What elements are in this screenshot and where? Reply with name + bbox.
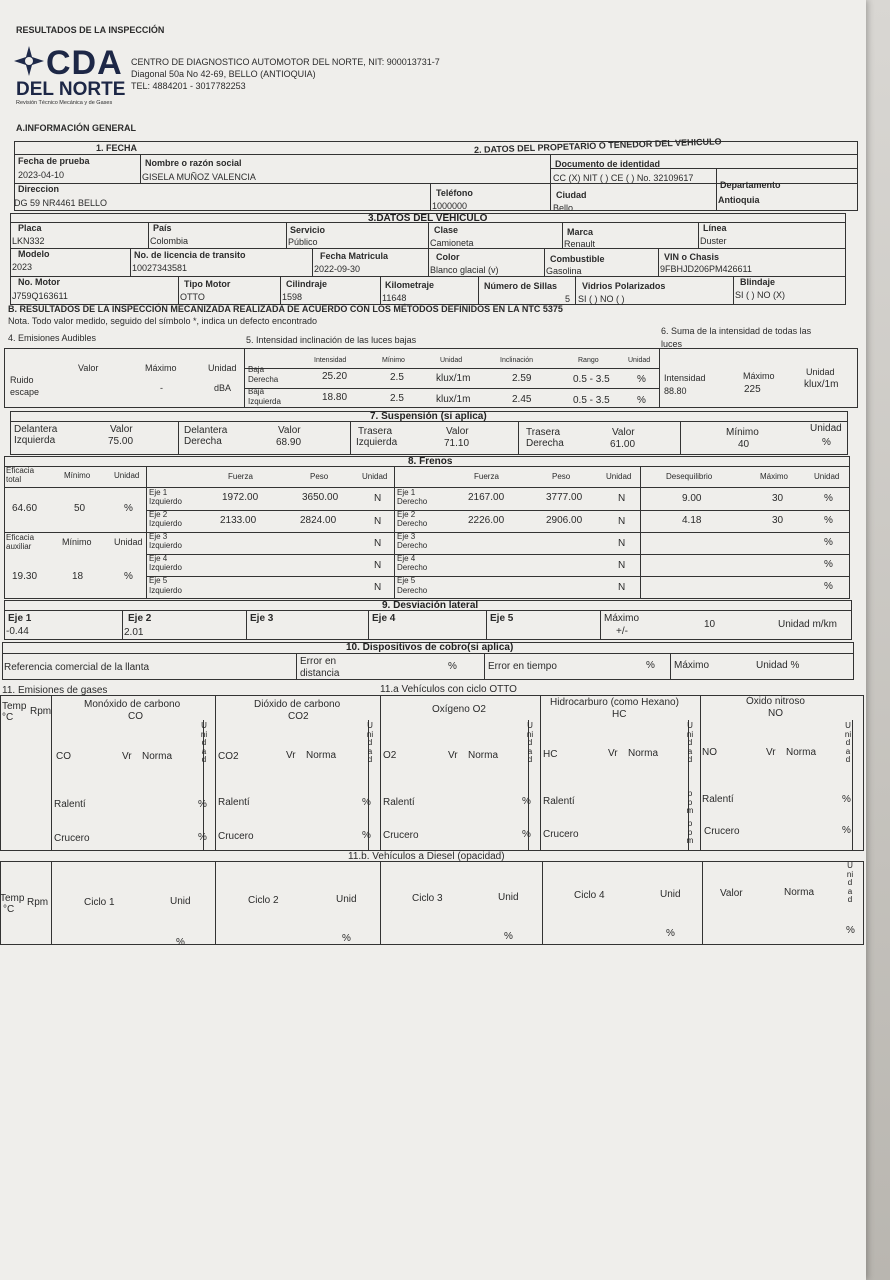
- luces-r1-int: 25.20: [322, 371, 348, 382]
- eje2-der-label: Eje 2: [397, 510, 416, 519]
- cobro-maximo: Máximo: [674, 660, 710, 671]
- frenos-fuerza-h-izq: Fuerza: [228, 472, 253, 481]
- desv-eje1-label: Eje 1: [8, 613, 32, 624]
- desv-eje4-label: Eje 4: [372, 613, 396, 624]
- audible-unidad: dBA: [214, 383, 232, 393]
- hc-vr: Vr: [608, 748, 618, 759]
- licencia-label: No. de licencia de transito: [134, 250, 246, 260]
- suma-unidad-h: Unidad: [806, 367, 835, 377]
- diesel-temp: Temp: [0, 893, 25, 904]
- servicio-label: Servicio: [290, 225, 326, 235]
- co-ralenti: Ralentí: [54, 799, 86, 810]
- diesel-degc: °C: [3, 904, 15, 915]
- otto-degc: °C: [2, 712, 14, 723]
- frenos-unidad-h-izq: Unidad: [362, 472, 388, 481]
- eje4-der-label: Eje 4: [397, 554, 416, 563]
- documento-value: CC (X) NIT ( ) CE ( ) No. 32109617: [553, 173, 694, 183]
- vin-value: 9FBHJD206PM426611: [660, 264, 752, 274]
- telefono-value: 1000000: [432, 201, 468, 211]
- audible-row-label-2: escape: [10, 387, 40, 397]
- cobro-ref: Referencia comercial de la llanta: [4, 662, 150, 673]
- eje5-der-label: Eje 5: [397, 576, 416, 585]
- e3-izq-unidad: N: [374, 538, 382, 549]
- e4-pct: %: [824, 559, 833, 570]
- ciudad-value: Bello: [553, 203, 574, 213]
- e2-der-peso: 2906.00: [546, 515, 583, 526]
- co2-norma: Norma: [306, 750, 337, 761]
- telefono-label: Teléfono: [436, 188, 473, 198]
- no-ralenti: Ralentí: [702, 794, 734, 805]
- combustible-label: Combustible: [550, 254, 605, 264]
- vidrios-label: Vidrios Polarizados: [582, 281, 666, 291]
- cobro-dist-pct: %: [448, 661, 457, 672]
- luces-h-minimo: Mínimo: [382, 357, 405, 364]
- o2-ralenti: Ralentí: [383, 797, 415, 808]
- e2-max: 30: [772, 515, 784, 526]
- motor-value: J759Q163611: [12, 291, 68, 301]
- eje2-izq-label: Eje 2: [149, 510, 168, 519]
- ciudad-label: Ciudad: [556, 190, 587, 200]
- suma-intensidad-h: Intensidad: [664, 373, 706, 383]
- linea-value: Duster: [700, 236, 727, 246]
- diesel-ciclo1-pct: %: [176, 937, 185, 948]
- desviacion-title: 9. Desviación lateral: [382, 600, 479, 611]
- owner-title: 2. DATOS DEL PROPETARIO O TENEDOR DEL VEHICULO: [473, 136, 722, 155]
- susp-dd-valor: 68.90: [276, 437, 302, 448]
- audible-row-label-1: Ruido: [10, 375, 34, 385]
- e1-der-peso: 3777.00: [546, 492, 583, 503]
- diesel-ciclo1-unid: Unid: [170, 896, 191, 907]
- eje2-der-side: Derecho: [397, 519, 428, 528]
- frenos-unidad-h-right: Unidad: [814, 472, 840, 481]
- linea-label: Línea: [703, 223, 727, 233]
- otto-temp: Temp: [2, 701, 27, 712]
- blindaje-value: SI ( ) NO (X): [735, 290, 785, 300]
- matricula-value: 2022-09-30: [314, 264, 361, 274]
- eje1-izq-side: Izquierdo: [149, 497, 182, 506]
- ef-total-minimo-h: Mínimo: [64, 471, 91, 480]
- co-vr: Vr: [122, 751, 132, 762]
- hc-crucero: Crucero: [543, 829, 579, 840]
- eje4-izq-side: Izquierdo: [149, 563, 182, 572]
- luces-r1-unid: klux/1m: [436, 373, 471, 384]
- diesel-title: 11.b. Vehículos a Diesel (opacidad): [348, 851, 505, 862]
- modelo-value: 2023: [12, 262, 33, 272]
- gases-title: 11. Emisiones de gases: [2, 685, 108, 696]
- no-vr: Vr: [766, 747, 776, 758]
- departamento-label: Departamento: [720, 180, 781, 190]
- suma-intensidad: 88.80: [664, 386, 687, 396]
- e2-izq-fuerza: 2133.00: [220, 515, 257, 526]
- sillas-value: 5: [565, 294, 571, 304]
- diesel-ciclo2: Ciclo 2: [248, 895, 279, 906]
- desv-unidad: Unidad m/km: [778, 619, 837, 630]
- diesel-ciclo2-unid: Unid: [336, 894, 357, 905]
- audible-maximo-h: Máximo: [145, 363, 177, 373]
- vehicle-title: 3.DATOS DEL VEHICULO: [368, 213, 488, 224]
- suma-luces-title-2: luces: [661, 339, 683, 349]
- susp-td-valor-h: Valor: [612, 427, 635, 438]
- o2-vr: Vr: [448, 750, 458, 761]
- e2-izq-peso: 2824.00: [300, 515, 337, 526]
- co2-vr: Vr: [286, 750, 296, 761]
- doc-title: RESULTADOS DE LA INSPECCIÓN: [16, 25, 165, 35]
- luces-r1-min: 2.5: [390, 372, 404, 383]
- marca-value: Renault: [564, 239, 596, 249]
- kilometraje-label: Kilometraje: [385, 280, 435, 290]
- no-header-1: Óxido nitroso: [746, 696, 805, 707]
- no-crucero: Crucero: [704, 826, 740, 837]
- emisiones-audibles-title: 4. Emisiones Audibles: [8, 333, 97, 343]
- cilindraje-label: Cilindraje: [286, 279, 328, 289]
- susp-td-label-2: Derecha: [526, 438, 564, 449]
- eje5-der-side: Derecho: [397, 586, 428, 595]
- co-crucero-pct: %: [198, 832, 207, 843]
- co2-crucero: Crucero: [218, 831, 254, 842]
- luces-r1-unid2: %: [637, 374, 646, 385]
- direccion-label: Direccion: [18, 184, 60, 194]
- ef-total-value: 64.60: [12, 503, 38, 514]
- no-unidad-vertical: Unidad: [844, 721, 852, 764]
- suma-maximo-h: Máximo: [743, 371, 775, 381]
- susp-ti-valor-h: Valor: [446, 426, 469, 437]
- co-header-1: Monóxido de carbono: [84, 699, 181, 710]
- eje5-izq-label: Eje 5: [149, 576, 168, 585]
- pais-label: País: [153, 223, 172, 233]
- susp-ti-label-1: Trasera: [358, 426, 393, 437]
- diesel-valor: Valor: [720, 888, 743, 899]
- suspension-title: 7. Suspensión (si aplica): [370, 411, 487, 422]
- cobro-title: 10. Dispositivos de cobro(si aplica): [346, 642, 514, 653]
- ef-aux-minimo-h: Mínimo: [62, 537, 92, 547]
- ef-aux-label-1: Eficacia: [6, 533, 35, 542]
- vin-label: VIN o Chasis: [664, 252, 720, 262]
- luces-h-unidad: Unidad: [440, 357, 463, 364]
- diesel-unidad-vertical: Unidad: [846, 861, 854, 904]
- luces-r2-min: 2.5: [390, 393, 404, 404]
- company-name: CENTRO DE DIAGNOSTICO AUTOMOTOR DEL NORTE, NIT: 900013731-7: [131, 57, 440, 67]
- desv-maximo-label-2: +/-: [616, 626, 628, 637]
- luces-h-unidad2: Unidad: [628, 357, 651, 364]
- ef-aux-label-2: auxiliar: [6, 542, 32, 551]
- co-norma: Norma: [142, 751, 173, 762]
- company-phone: TEL: 4884201 - 3017782253: [131, 81, 246, 91]
- co-crucero: Crucero: [54, 833, 90, 844]
- cobro-error-tiempo: Error en tiempo: [488, 661, 557, 672]
- susp-di-valor: 75.00: [108, 436, 134, 447]
- luces-derecha: Derecha: [248, 375, 279, 384]
- e1-max: 30: [772, 493, 784, 504]
- susp-dd-valor-h: Valor: [278, 425, 301, 436]
- susp-di-label-1: Delantera: [14, 424, 58, 435]
- luces-r1-rango: 0.5 - 3.5: [573, 374, 610, 385]
- luces-r2-incl: 2.45: [512, 394, 532, 405]
- eje5-izq-side: Izquierdo: [149, 586, 182, 595]
- e2-der-fuerza: 2226.00: [468, 515, 505, 526]
- e1-deseq: 9.00: [682, 493, 702, 504]
- frenos-unidad-h-der: Unidad: [606, 472, 632, 481]
- hc-header-2: HC: [612, 709, 627, 720]
- hc-header-1: Hidrocarburo (como Hexano): [550, 697, 679, 708]
- co-row-label: CO: [56, 751, 71, 762]
- ef-aux-min: 18: [72, 571, 84, 582]
- susp-td-valor: 61.00: [610, 439, 636, 450]
- o2-ralenti-pct: %: [522, 796, 531, 807]
- otto-title: 11.a Vehículos con ciclo OTTO: [380, 684, 517, 695]
- frenos-peso-h-izq: Peso: [310, 472, 329, 481]
- e1-pct: %: [824, 493, 833, 504]
- co2-ralenti: Ralentí: [218, 797, 250, 808]
- hc-unidad-vertical: Unidad: [686, 721, 694, 764]
- co2-ralenti-pct: %: [362, 797, 371, 808]
- co2-row-label: CO2: [218, 751, 239, 762]
- o2-header-1: Oxígeno O2: [432, 704, 486, 715]
- fecha-title: 1. FECHA: [96, 143, 138, 153]
- eje1-der-label: Eje 1: [397, 488, 416, 497]
- no-crucero-pct: %: [842, 825, 851, 836]
- eje1-der-side: Derecho: [397, 497, 428, 506]
- co2-header-1: Dióxido de carbono: [254, 699, 341, 710]
- cobro-tiempo-pct: %: [646, 660, 655, 671]
- diesel-norma: Norma: [784, 887, 815, 898]
- diesel-ciclo4: Ciclo 4: [574, 890, 605, 901]
- cilindraje-value: 1598: [282, 292, 303, 302]
- luces-r2-rango: 0.5 - 3.5: [573, 395, 610, 406]
- luces-r1-incl: 2.59: [512, 373, 532, 384]
- audible-unidad-h: Unidad: [208, 363, 237, 373]
- e5-der-unidad: N: [618, 582, 626, 593]
- frenos-maximo-h: Máximo: [760, 472, 789, 481]
- e2-der-unidad: N: [618, 516, 626, 527]
- documento-label: Documento de identidad: [555, 159, 661, 169]
- eje3-der-label: Eje 3: [397, 532, 416, 541]
- luces-baja-1: Baja: [248, 365, 265, 374]
- pais-value: Colombia: [150, 236, 189, 246]
- frenos-desequilibrio-h: Desequilibrio: [666, 472, 713, 481]
- luces-h-rango: Rango: [578, 357, 599, 364]
- e1-izq-unidad: N: [374, 493, 382, 504]
- luces-h-inclinacion: Inclinación: [500, 357, 534, 364]
- suma-unidad: klux/1m: [804, 379, 839, 390]
- e1-der-unidad: N: [618, 493, 626, 504]
- diesel-unidad-pct: %: [846, 925, 855, 936]
- luces-baja-2: Baja: [248, 387, 265, 396]
- susp-ti-valor: 71.10: [444, 438, 470, 449]
- hc-row-label: HC: [543, 749, 558, 760]
- eje3-izq-side: Izquierdo: [149, 541, 182, 550]
- e2-deseq: 4.18: [682, 515, 702, 526]
- frenos-fuerza-h-der: Fuerza: [474, 472, 499, 481]
- desv-eje2-value: 2.01: [124, 627, 144, 638]
- section-b-title: B. RESULTADOS DE LA INSPECCIÓN MECANIZADA REALIZADA DE ACUERDO CON LOS MÉTODOS DEFINIDOS EN LA NTC 5375: [8, 304, 563, 314]
- section-a-title: A.INFORMACIÓN GENERAL: [16, 123, 136, 133]
- tipo-motor-label: Tipo Motor: [184, 279, 231, 289]
- departamento-value: Antioquia: [718, 195, 760, 205]
- audible-valor-h: Valor: [78, 363, 99, 373]
- e2-izq-unidad: N: [374, 516, 382, 527]
- susp-td-label-1: Trasera: [526, 427, 561, 438]
- diesel-ciclo3: Ciclo 3: [412, 893, 443, 904]
- susp-dd-label-1: Delantera: [184, 425, 228, 436]
- susp-minimo-h: Mínimo: [726, 427, 759, 438]
- logo-subtitle: Revisión Técnico Mecánica y de Gases: [16, 100, 113, 106]
- diesel-ciclo2-pct: %: [342, 933, 351, 944]
- audible-maximo: -: [160, 383, 163, 393]
- o2-norma: Norma: [468, 750, 499, 761]
- e2-pct: %: [824, 515, 833, 526]
- licencia-value: 10027343581: [132, 263, 188, 273]
- e1-izq-peso: 3650.00: [302, 492, 339, 503]
- diesel-ciclo4-pct: %: [666, 928, 675, 939]
- diesel-rpm: Rpm: [27, 897, 49, 908]
- hc-ralenti: Ralentí: [543, 796, 575, 807]
- combustible-value: Gasolina: [546, 266, 582, 276]
- nombre-label: Nombre o razón social: [145, 158, 242, 168]
- suma-maximo: 225: [744, 384, 761, 395]
- susp-unidad: %: [822, 437, 831, 448]
- e1-izq-fuerza: 1972.00: [222, 492, 259, 503]
- ef-aux-unidad-h: Unidad: [114, 537, 143, 547]
- co-header-2: CO: [128, 711, 143, 722]
- no-header-2: NO: [768, 708, 783, 719]
- marca-label: Marca: [567, 227, 594, 237]
- desv-maximo-label-1: Máximo: [604, 613, 640, 624]
- luces-r2-unid: klux/1m: [436, 394, 471, 405]
- diesel-ciclo3-unid: Unid: [498, 892, 519, 903]
- susp-di-label-2: Izquierda: [14, 435, 56, 446]
- co-ralenti-pct: %: [198, 799, 207, 810]
- diesel-ciclo3-pct: %: [504, 931, 513, 942]
- ef-aux-value: 19.30: [12, 571, 38, 582]
- matricula-label: Fecha Matricula: [320, 251, 389, 261]
- clase-label: Clase: [434, 225, 459, 235]
- ef-total-label-1: Eficacia: [6, 466, 35, 475]
- eje3-der-side: Derecho: [397, 541, 428, 550]
- fecha-prueba-value: 2023-04-10: [18, 170, 65, 180]
- ef-total-unid: %: [124, 503, 133, 514]
- hc-ppm-crucero-vertical: ppm: [686, 819, 694, 845]
- logo-cda: CDA: [46, 44, 123, 82]
- eje4-der-side: Derecho: [397, 563, 428, 572]
- luces-r2-int: 18.80: [322, 392, 348, 403]
- luces-r2-unid2: %: [637, 395, 646, 406]
- e4-izq-unidad: N: [374, 560, 382, 571]
- eje4-izq-label: Eje 4: [149, 554, 168, 563]
- co-unidad-vertical: Unidad: [200, 721, 208, 764]
- o2-unidad-vertical: Unidad: [526, 721, 534, 764]
- o2-row-label: O2: [383, 750, 397, 761]
- susp-di-valor-h: Valor: [110, 424, 133, 435]
- desv-eje3-label: Eje 3: [250, 613, 274, 624]
- frenos-title: 8. Frenos: [408, 456, 453, 467]
- vidrios-value: SI ( ) NO ( ): [578, 294, 625, 304]
- desv-eje5-label: Eje 5: [490, 613, 514, 624]
- placa-label: Placa: [18, 223, 42, 233]
- cobro-unidad: Unidad %: [756, 660, 800, 671]
- nombre-value: GISELA MUÑOZ VALENCIA: [142, 172, 256, 182]
- ef-total-label-2: total: [6, 475, 22, 484]
- e3-der-unidad: N: [618, 538, 626, 549]
- section-b-note: Nota. Todo valor medido, seguido del símbolo *, indica un defecto encontrado: [8, 316, 318, 326]
- diesel-ciclo1: Ciclo 1: [84, 897, 115, 908]
- susp-ti-label-2: Izquierda: [356, 437, 398, 448]
- placa-value: LKN332: [12, 236, 45, 246]
- eje3-izq-label: Eje 3: [149, 532, 168, 541]
- logo-star-icon: [14, 46, 44, 76]
- company-address: Diagonal 50a No 42-69, BELLO (ANTIOQUIA): [131, 69, 316, 79]
- desv-maximo-value: 10: [704, 619, 716, 630]
- eje2-izq-side: Izquierdo: [149, 519, 182, 528]
- logo-del-norte: DEL NORTE: [16, 79, 126, 100]
- otto-rpm: Rpm: [30, 706, 52, 717]
- fecha-prueba-label: Fecha de prueba: [18, 156, 90, 166]
- e5-pct: %: [824, 581, 833, 592]
- luces-title: 5. Intensidad inclinación de las luces bajas: [246, 335, 417, 345]
- emisiones-luces-box: [4, 348, 858, 408]
- modelo-label: Modelo: [18, 249, 50, 259]
- clase-value: Camioneta: [430, 238, 474, 248]
- direccion-value: DG 59 NR4461 BELLO: [14, 198, 108, 208]
- no-row-label: NO: [702, 747, 717, 758]
- ef-aux-unid: %: [124, 571, 133, 582]
- sillas-label: Número de Sillas: [484, 281, 558, 291]
- hc-norma: Norma: [628, 748, 659, 759]
- ef-total-min: 50: [74, 503, 86, 514]
- color-label: Color: [436, 252, 460, 262]
- e3-pct: %: [824, 537, 833, 548]
- diesel-ciclo4-unid: Unid: [660, 889, 681, 900]
- hc-ppm-ralenti-vertical: ppm: [686, 789, 694, 815]
- o2-crucero: Crucero: [383, 830, 419, 841]
- luces-h-intensidad: Intensidad: [314, 357, 347, 364]
- susp-minimo: 40: [738, 439, 750, 450]
- e1-der-fuerza: 2167.00: [468, 492, 505, 503]
- eje1-izq-label: Eje 1: [149, 488, 168, 497]
- co2-unidad-vertical: Unidad: [366, 721, 374, 764]
- suma-luces-title-1: 6. Suma de la intensidad de todas las: [661, 326, 812, 336]
- cobro-error-dist-2: distancia: [300, 668, 340, 679]
- co2-crucero-pct: %: [362, 830, 371, 841]
- o2-crucero-pct: %: [522, 829, 531, 840]
- cobro-error-dist-1: Error en: [300, 656, 337, 667]
- susp-unidad-h: Unidad: [810, 423, 842, 434]
- tipo-motor-value: OTTO: [180, 292, 205, 302]
- servicio-value: Público: [288, 237, 318, 247]
- photo-right-edge: [866, 0, 890, 1280]
- frenos-peso-h-der: Peso: [552, 472, 571, 481]
- blindaje-label: Blindaje: [740, 277, 776, 287]
- desv-eje1-value: -0.44: [6, 626, 29, 637]
- luces-izquierda: Izquierda: [248, 397, 281, 406]
- no-ralenti-pct: %: [842, 794, 851, 805]
- e4-der-unidad: N: [618, 560, 626, 571]
- co2-header-2: CO2: [288, 711, 309, 722]
- ef-total-unidad-h: Unidad: [114, 471, 140, 480]
- no-norma: Norma: [786, 747, 817, 758]
- desv-eje2-label: Eje 2: [128, 613, 152, 624]
- kilometraje-value: 11648: [382, 293, 407, 303]
- motor-label: No. Motor: [18, 277, 60, 287]
- color-value: Blanco glacial (v): [430, 265, 499, 275]
- e5-izq-unidad: N: [374, 582, 382, 593]
- susp-dd-label-2: Derecha: [184, 436, 222, 447]
